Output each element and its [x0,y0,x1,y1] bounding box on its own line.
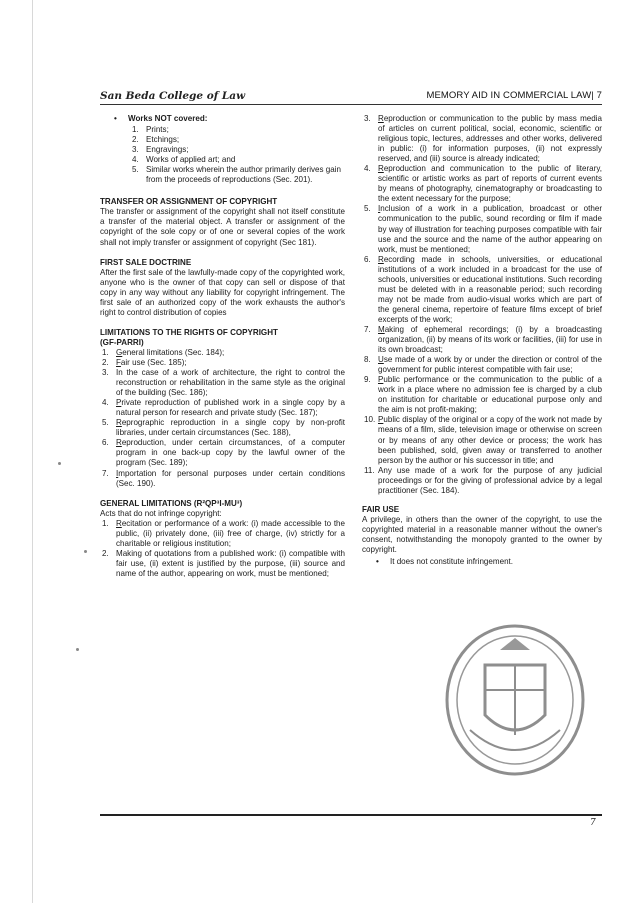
works-not-covered-intro: • Works NOT covered: [114,114,208,123]
list-item: 7. Making of ephemeral recordings; (i) by a broadcasting organization, (ii) by means of its work or facilities, (iii) for use in its own broadcast; [364,324,602,355]
limitations-list [100,348,345,489]
limitations-mnemonic: (GF-PARRI) [100,337,144,347]
page-header [100,90,602,104]
list-item: 3. Reproduction or communication to the public by mass media of articles on current political, social, economic, scientific or religious topic, lectures, addresses and other works, delivered in public: (i) for information purposes, (ii) not expressly reserved, and (iii) source is already indicated; [364,114,602,164]
scan-edge-line [32,0,33,903]
left-column [100,114,345,579]
list-item: 4. Works of applied art; and [132,155,236,165]
margin-speck [58,462,61,465]
transfer-paragraph: The transfer or assignment of the copyright shall not itself constitute a transfer of the material object. A transfer or assignment of the copyright of the sole copy or of one or several copies of the work shall not imply transfer or assignment of copyright (Sec 181). [100,207,345,247]
general-limitations-list-continued [362,114,602,496]
list-item: 8. Use made of a work by or under the direction or control of the government for public interest compatible with fair use; [364,355,602,375]
list-item: 7. Importation for personal purposes under certain conditions (Sec. 190). [102,468,345,488]
list-item: 2. Etchings; [132,135,180,145]
section-heading-fair-use: FAIR USE [362,504,400,514]
list-item: 1. Prints; [132,125,169,135]
margin-speck [84,550,87,553]
list-item: 9. Public performance or the communication to the public of a work in a place where no admission fee is charged by a club on institution for charitable or educational purpose only and the aim is not profit-making; [364,375,602,415]
general-limitations-list [100,519,345,579]
list-item: 1. Recitation or performance of a work: (i) made accessible to the public, (ii) privately done, (iii) free of charge, (iv) strictly for a charitable or religious institution; [102,518,345,548]
list-item: 6. Reproduction, under certain circumstances, of a computer program in one back-up copy by the lawful owner of the program (Sec. 189); [102,438,345,468]
list-item: 5. Reprographic reproduction in a single copy by non-profit libraries, under certain circumstances (Sec. 188), [102,418,345,438]
fair-use-bullet: • It does not constitute infringement. [376,557,514,567]
list-item: 4. Private reproduction of published work in a single copy by a natural person for research and private study (Sec. 187); [102,398,345,418]
list-item: 2. Fair use (Sec. 185); [102,357,187,367]
page-number: 7 [590,818,596,828]
first-sale-paragraph: After the first sale of the lawfully-made copy of the copyrighted work, anyone who is the owner of that copy can sell or dispose of that copy in any way without any liability for copyright infringement. The first sale of an authorized copy of the work exhausts the author's right to control distribution of copies [100,267,345,317]
header-college-name: San Beda College of Law [100,90,246,102]
general-limitations-intro: Acts that do not infringe copyright: [100,508,222,518]
section-heading-transfer: TRANSFER OR ASSIGNMENT OF COPYRIGHT [100,197,278,207]
college-seal-watermark [440,620,590,780]
right-column [362,114,602,567]
list-item: 2. Making of quotations from a published work: (i) compatible with fair use, (ii) extent is justified by the purpose, (iii) source and name of the author, appearing on work, must be mentioned; [102,548,345,578]
fair-use-paragraph: A privilege, in others than the owner of the copyright, to use the copyrighted material in a reasonable manner without the owner's consent, notwithstanding the monopoly granted to the owner by copyright. [362,514,602,554]
list-item: 3. Engravings; [132,145,189,155]
list-item: 5. Similar works wherein the author primarily derives gain from the proceeds of reproductions (Sec. 201). [132,165,341,185]
section-heading-limitations: LIMITATIONS TO THE RIGHTS OF COPYRIGHT [100,327,278,337]
list-item: 10. Public display of the original or a copy of the work not made by means of a film, slide, television image or otherwise on screen or by means of any other device or process; the work has been published, sold, given away or transferred to another person by the author or his successor in title; and [364,415,602,465]
list-item: 1. General limitations (Sec. 184); [102,347,225,357]
list-item: 5. Inclusion of a work in a publication, broadcast or other communication to the public, sound recording or film if made by way of illustration for teaching purposes compatible with fair use and the source and the name of the author appearing on work, must be mentioned; [364,204,602,254]
margin-speck [76,648,79,651]
list-item: 4. Reproduction and communication to the public of literary, scientific or artistic works as part of reports of current events by means of photography, cinematography or broadcasting to the extent necessary for the purpose; [364,164,602,204]
section-heading-first-sale: FIRST SALE DOCTRINE [100,257,192,267]
header-rule [100,104,602,105]
footer-rule [100,814,602,816]
list-item: 6. Recording made in schools, universities, or educational institutions of a work included in a broadcast for the use of schools, universities or educational institutions. Such recording must be deleted with in a reasonable period; such recording may not be made from audio-visual works which are part of the general cinema, repertoire of feature films except of brief excerpts of the work; [364,254,602,324]
list-item: 3. In the case of a work of architecture, the right to control the reconstruction or rehabilitation in the same style as the original of the building (Sec. 186); [102,368,345,398]
works-not-covered-list [132,125,345,185]
header-title: MEMORY AID IN COMMERCIAL LAW| 7 [426,90,602,101]
list-item: 11. Any use made of a work for the purpose of any judicial proceedings or for the giving of professional advice by a legal practitioner (Sec. 184). [364,465,602,495]
section-heading-general-limitations: GENERAL LIMITATIONS (R²QP³I-MU³) [100,498,243,508]
